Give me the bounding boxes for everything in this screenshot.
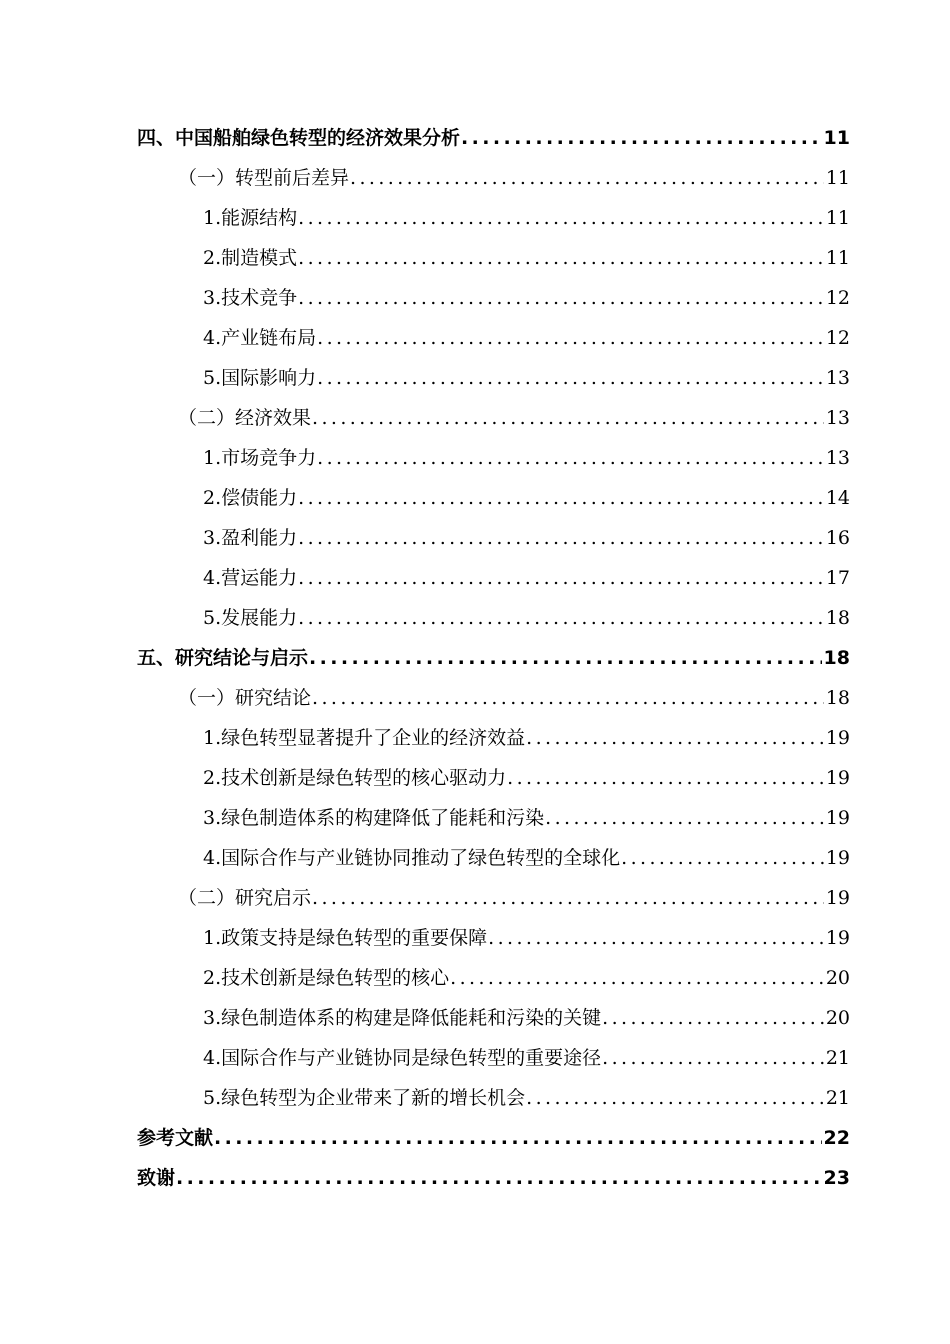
toc-chapter-entry[interactable] [137, 118, 850, 158]
toc-subsection-entry[interactable] [137, 598, 850, 638]
toc-subsection-entry[interactable] [137, 198, 850, 238]
toc-page-number: 19 [825, 887, 850, 909]
toc-entry-title: （一）转型前后差异 [178, 167, 350, 189]
dot-leader [317, 318, 824, 358]
toc-page-number: 23 [823, 1167, 850, 1189]
toc-page-number: 19 [825, 847, 850, 869]
toc-page-number: 21 [825, 1047, 850, 1069]
toc-page-number: 20 [825, 1007, 850, 1029]
toc-entry-title: 4.营运能力 [203, 567, 298, 589]
dot-leader [602, 998, 824, 1038]
toc-subsection-entry[interactable] [137, 478, 850, 518]
toc-entry-title: 1.政策支持是绿色转型的重要保障 [203, 927, 488, 949]
toc-entry-title: （一）研究结论 [178, 687, 312, 709]
toc-subsection-entry[interactable] [137, 838, 850, 878]
toc-entry-title: 5.国际影响力 [203, 367, 317, 389]
toc-entry-number: 五、 [137, 647, 176, 669]
toc-subsection-entry[interactable] [137, 1038, 850, 1078]
toc-entry-title: 2.偿债能力 [203, 487, 298, 509]
toc-entry-title: 1.绿色转型显著提升了企业的经济效益 [203, 727, 526, 749]
toc-page-number: 19 [825, 727, 850, 749]
dot-leader [317, 438, 824, 478]
toc-page-number: 19 [825, 927, 850, 949]
dot-leader [621, 838, 824, 878]
toc-subsection-entry[interactable] [137, 918, 850, 958]
toc-subsection-entry[interactable] [137, 1078, 850, 1118]
toc-page-number: 20 [825, 967, 850, 989]
toc-page-number: 22 [823, 1127, 850, 1149]
toc-entry-title: 5.绿色转型为企业带来了新的增长机会 [203, 1087, 526, 1109]
toc-entry-title: 5.发展能力 [203, 607, 298, 629]
toc-page-number: 11 [823, 127, 850, 149]
dot-leader [298, 278, 824, 318]
dot-leader [298, 558, 824, 598]
toc-page-number: 11 [825, 247, 850, 269]
toc-entry-title: 1.市场竞争力 [203, 447, 317, 469]
toc-page-number: 12 [825, 327, 850, 349]
dot-leader [461, 118, 822, 158]
dot-leader [298, 518, 824, 558]
toc-chapter-entry[interactable] [137, 1158, 850, 1198]
toc-subsection-entry[interactable] [137, 958, 850, 998]
toc-page-number: 21 [825, 1087, 850, 1109]
toc-subsection-entry[interactable] [137, 438, 850, 478]
dot-leader [545, 798, 824, 838]
toc-section-entry[interactable] [137, 878, 850, 918]
dot-leader [507, 758, 824, 798]
toc-subsection-entry[interactable] [137, 318, 850, 358]
table-of-contents [137, 118, 850, 1198]
toc-chapter-entry[interactable] [137, 1118, 850, 1158]
toc-entry-title: 参考文献 [137, 1127, 214, 1149]
toc-entry-title: 致谢 [137, 1167, 176, 1189]
toc-entry-title: 1.能源结构 [203, 207, 298, 229]
dot-leader [298, 478, 824, 518]
toc-subsection-entry[interactable] [137, 238, 850, 278]
toc-page-number: 18 [825, 687, 850, 709]
toc-entry-title: 3.技术竞争 [203, 287, 298, 309]
toc-subsection-entry[interactable] [137, 518, 850, 558]
toc-page-number: 11 [825, 207, 850, 229]
toc-entry-title: 4.产业链布局 [203, 327, 317, 349]
toc-page-number: 17 [825, 567, 850, 589]
toc-subsection-entry[interactable] [137, 278, 850, 318]
toc-entry-title: 3.绿色制造体系的构建是降低能耗和污染的关键 [203, 1007, 602, 1029]
toc-section-entry[interactable] [137, 678, 850, 718]
toc-subsection-entry[interactable] [137, 558, 850, 598]
toc-entry-title: 2.技术创新是绿色转型的核心驱动力 [203, 767, 507, 789]
dot-leader [298, 238, 824, 278]
toc-page-number: 14 [825, 487, 850, 509]
toc-entry-title: 3.盈利能力 [203, 527, 298, 549]
toc-page-number: 19 [825, 807, 850, 829]
dot-leader [312, 678, 824, 718]
dot-leader [317, 358, 824, 398]
toc-page-number: 13 [825, 447, 850, 469]
toc-page-number: 16 [825, 527, 850, 549]
dot-leader [298, 598, 824, 638]
toc-page-number: 11 [825, 167, 850, 189]
toc-entry-title: 2.技术创新是绿色转型的核心 [203, 967, 450, 989]
toc-page-number: 18 [825, 607, 850, 629]
toc-subsection-entry[interactable] [137, 798, 850, 838]
dot-leader [450, 958, 824, 998]
toc-page-number: 13 [825, 407, 850, 429]
dot-leader [526, 1078, 824, 1118]
dot-leader [298, 198, 824, 238]
toc-page-number: 12 [825, 287, 850, 309]
dot-leader [488, 918, 824, 958]
toc-entry-title: 2.制造模式 [203, 247, 298, 269]
toc-entry-title: （二）研究启示 [178, 887, 312, 909]
toc-subsection-entry[interactable] [137, 758, 850, 798]
dot-leader [214, 1118, 822, 1158]
toc-entry-number: 四、 [137, 127, 176, 149]
toc-chapter-entry[interactable] [137, 638, 850, 678]
toc-page-number: 19 [825, 767, 850, 789]
toc-entry-title: 4.国际合作与产业链协同推动了绿色转型的全球化 [203, 847, 621, 869]
dot-leader [602, 1038, 824, 1078]
dot-leader [312, 878, 824, 918]
toc-section-entry[interactable] [137, 158, 850, 198]
dot-leader [350, 158, 824, 198]
dot-leader [526, 718, 824, 758]
toc-page-number: 18 [823, 647, 850, 669]
toc-subsection-entry[interactable] [137, 358, 850, 398]
toc-entry-title: 3.绿色制造体系的构建降低了能耗和污染 [203, 807, 545, 829]
dot-leader [312, 398, 824, 438]
toc-subsection-entry[interactable] [137, 718, 850, 758]
toc-entry-title: 中国船舶绿色转型的经济效果分析 [175, 127, 461, 149]
toc-entry-title: 研究结论与启示 [175, 647, 309, 669]
toc-subsection-entry[interactable] [137, 998, 850, 1038]
dot-leader [176, 1158, 822, 1198]
toc-entry-title: 4.国际合作与产业链协同是绿色转型的重要途径 [203, 1047, 602, 1069]
toc-section-entry[interactable] [137, 398, 850, 438]
dot-leader [309, 638, 822, 678]
toc-entry-title: （二）经济效果 [178, 407, 312, 429]
toc-page-number: 13 [825, 367, 850, 389]
